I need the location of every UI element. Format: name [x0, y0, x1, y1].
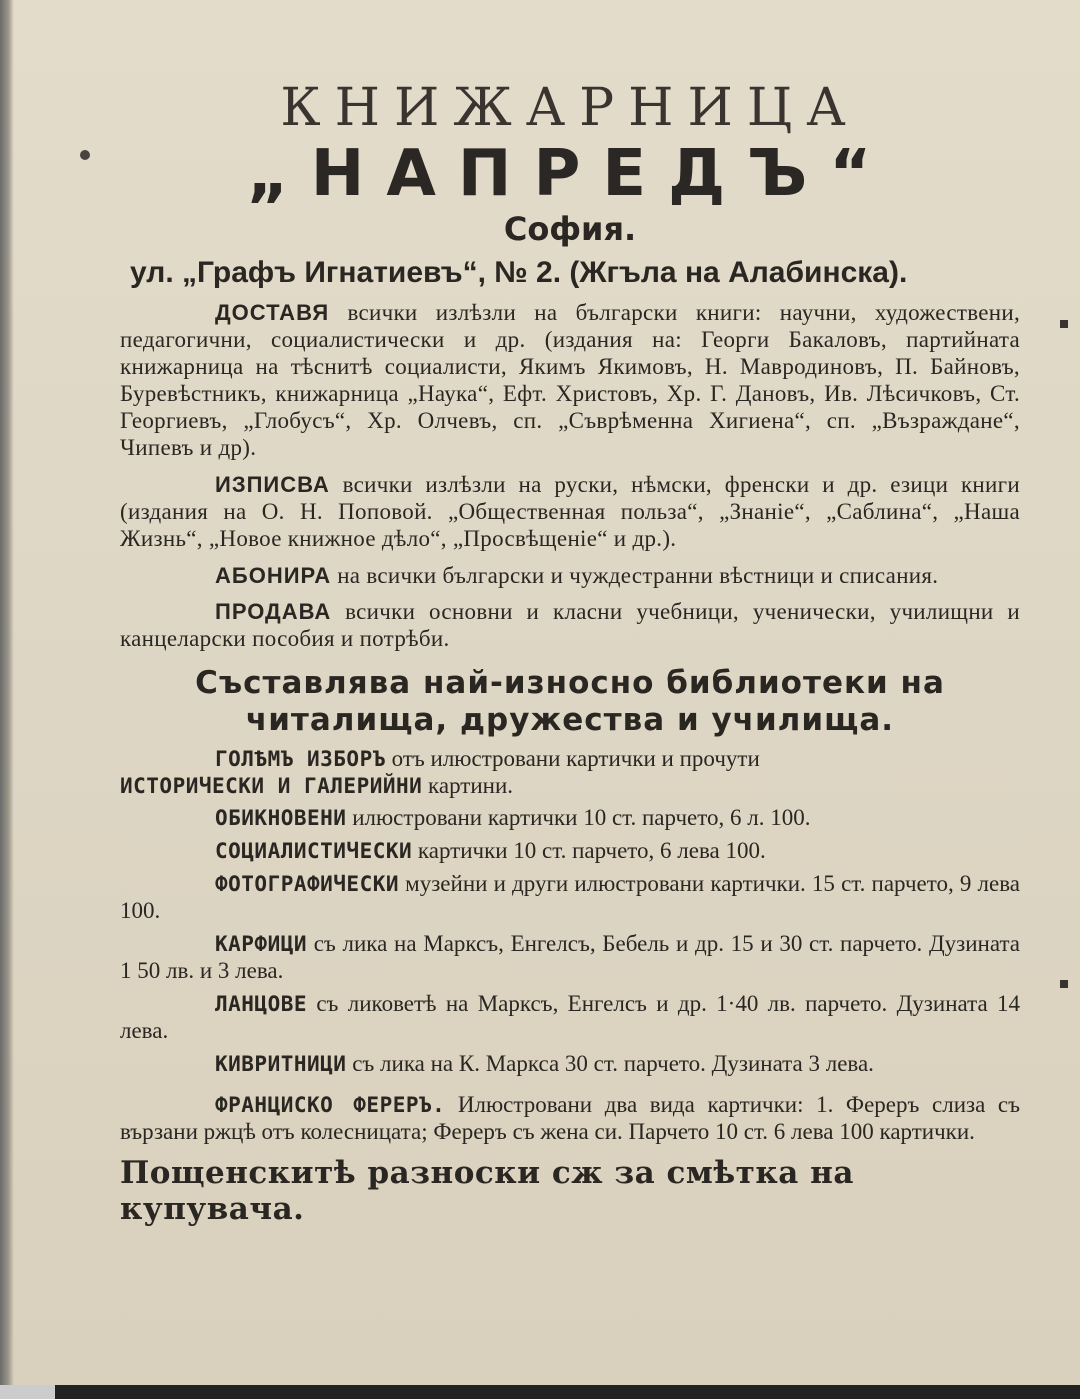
item-text: картини.	[428, 772, 514, 798]
list-item	[120, 871, 1020, 925]
advertisement	[120, 70, 1020, 1227]
section-text: всички излѣзли на руски, нѣмски, френски и др. езици книги (издания на О. Н. Поповой. „Общественная польза“, „Знаніе“, „Саблина“, „Наша Жизнь“, „Новое книжное дѣло“, „Просвѣщеніе“ и др.).	[120, 471, 1020, 551]
section-text: на всички български и чуждестранни вѣстници и списания.	[337, 562, 939, 588]
item-text: съ ликоветѣ на Марксъ, Енгелсъ и др. 1·40 лв. парчето. Дузината 14 лева.	[120, 990, 1020, 1043]
list-item	[120, 805, 1020, 832]
item-lead: ГОЛѢМЪ ИЗБОРЪ	[215, 746, 386, 771]
library-banner: Съставлява най-износно библиотеки на читалища, дружества и училища.	[195, 665, 945, 739]
item-lead: КИВРИТНИЦИ	[215, 1051, 347, 1076]
section-lead: АБОНИРА	[215, 562, 332, 588]
item-text: илюстровани картички 10 ст. парчето, 6 л. 100.	[352, 805, 811, 831]
city: София.	[503, 210, 637, 249]
shop-label: КНИЖАРНИЦА	[280, 78, 860, 138]
list-item	[120, 1092, 1020, 1146]
list-item	[120, 991, 1020, 1045]
item-lead: КАРФИЦИ	[215, 932, 308, 957]
item-text: съ лика на Марксъ, Енгелсъ, Бебель и др. 15 и 30 ст. парчето. Дузината 1 50 лв. и 3 лева.	[120, 931, 1020, 983]
item-lead: СОЦИАЛИСТИЧЕСКИ	[215, 839, 413, 864]
item-lead: ЛАНЦОВЕ	[215, 991, 308, 1016]
shipping-note: Пощенскитѣ разноски сж за смѣтка на купувача.	[120, 1155, 854, 1228]
section-abonira	[120, 563, 1020, 590]
item-text: съ лика на К. Маркса 30 ст. парчето. Дузината 3 лева.	[352, 1050, 874, 1076]
item-text: музейни и други илюстровани картички. 15 ст. парчето, 9 лева 100.	[120, 871, 1020, 924]
list-item	[120, 1051, 1020, 1078]
section-izpisva	[120, 472, 1020, 553]
list-item	[120, 931, 1020, 985]
section-prodava	[120, 599, 1020, 653]
ink-dot	[80, 150, 90, 160]
section-lead: ИЗПИСВА	[215, 471, 330, 497]
margin-mark	[1060, 980, 1068, 988]
section-lead: ПРОДАВА	[215, 599, 332, 625]
item-lead: ФРАНЦИСКО ФЕРЕРЪ.	[215, 1092, 446, 1117]
section-text: всички излѣзли на български книги: научни, художествени, педагогични, социалистически и др. (издания на: Георги Бакаловъ, партийната книжарница на тѣснитѣ социалисти, Якимъ Якимовъ, Н. Мавродиновъ, П. Байновъ, Буревѣстникъ, книжарница „Наука“, Ефт. Христовъ, Хр. Г. Дановъ, Ив. Лѣсичковъ, Ст. Георгиевъ, „Глобусъ“, Хр. Олчевъ, сп. „Съврѣменна Хигиена“, сп. „Възраждане“, Чипевъ и др).	[120, 300, 1020, 460]
address: ул. „Графъ Игнатиевъ“, № 2. (Жгъла на Алабинска).	[130, 256, 908, 290]
item-text: картички 10 ст. парчето, 6 лева 100.	[417, 838, 766, 864]
item-lead: ФОТОГРАФИЧЕСКИ	[215, 872, 400, 897]
item-text: отъ илюстровани картички и прочути	[391, 745, 760, 771]
item-lead: ОБИКНОВЕНИ	[215, 806, 347, 831]
section-text: всички основни и класни учебници, ученически, училищни и канцеларски пособия и потрѣби.	[120, 599, 1020, 652]
item-text: Илюстровани два вида картички: 1. Фереръ слиза съ вързани ржцѣ отъ колесницата; Фереръ съ жена си. Парчето 10 ст. 6 лева 100 картички.	[120, 1091, 1021, 1144]
margin-mark	[1060, 320, 1068, 328]
section-dostavya	[120, 300, 1020, 461]
scan-border	[55, 1385, 1080, 1399]
page-edge-shadow	[0, 0, 14, 1399]
shop-name: „НАПРЕДЪ“	[246, 137, 894, 212]
item-lead: ИСТОРИЧЕСКИ И ГАЛЕРИЙНИ	[120, 773, 423, 798]
list-item	[120, 746, 1020, 800]
scan-border	[0, 1385, 55, 1399]
section-lead: ДОСТАВЯ	[215, 300, 330, 326]
list-item	[120, 838, 1020, 865]
